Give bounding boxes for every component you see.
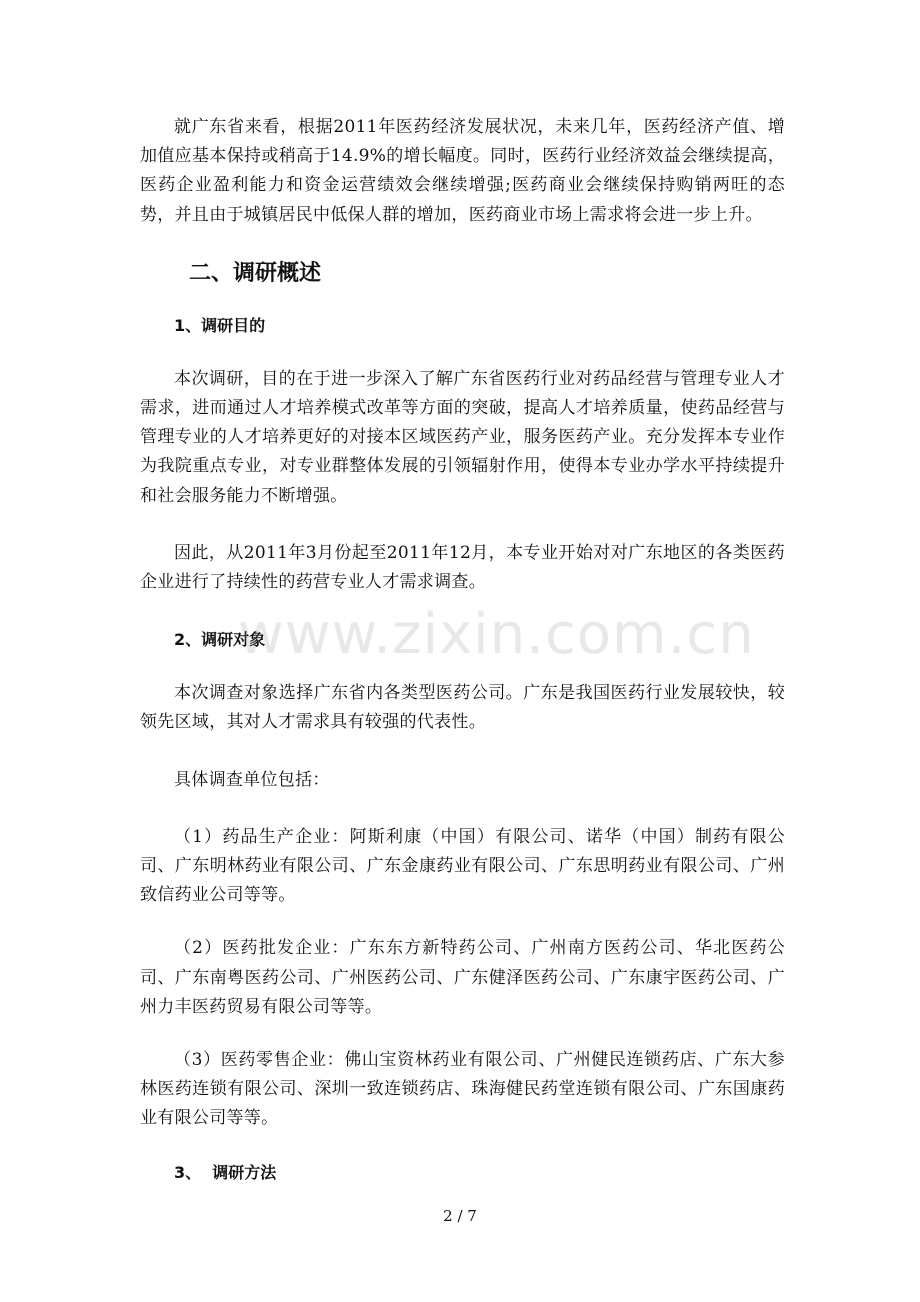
paragraph-purpose: 本次调研，目的在于进一步深入了解广东省医药行业对药品经营与管理专业人才需求，进而通过人才培养模式改革等方面的突破，提高人才培养质量，使药品经营与管理专业的人才培养更好的对接本区域医药产业，服务医药产业。充分发挥本专业作为我院重点专业，对专业群整体发展的引领辐射作用，使得本专业办学水平持续提升和社会服务能力不断增强。 — [140, 368, 785, 506]
spacer — [140, 795, 785, 823]
subsection-title-method: 3、 调研方法 — [174, 1162, 277, 1182]
subsection-title-objects: 2、调研对象 — [174, 630, 266, 650]
spacer — [140, 910, 785, 934]
spacer — [140, 340, 785, 365]
paragraph-intro: 就广东省来看，根据2011年医药经济发展状况，未来几年，医药经济产值、增加值应基本保持或稍高于14.9%的增长幅度。同时，医药行业经济效益会继续提高，医药企业盈利能力和资金运营绩效会继续增强;医药商业会继续保持购销两旺的态势，并且由于城镇居民中低保人群的增加，医药商业市场上需求将会进一步上升。 — [140, 117, 785, 225]
spacer — [140, 1022, 785, 1046]
spacer — [140, 230, 785, 259]
paragraph-units-intro: 具体调查单位包括： — [174, 769, 330, 790]
spacer — [140, 289, 785, 311]
page-number: 2 / 7 — [443, 1207, 477, 1225]
list-item-retail: （3）医药零售企业：佛山宝资林药业有限公司、广州健民连锁药店、广东大参林医药连锁有限公司、深圳一致连锁药店、珠海健民药堂连锁有限公司、广东国康药业有限公司等等。 — [140, 1050, 785, 1129]
list-item-wholesale: （2）医药批发企业：广东东方新特药公司、广州南方医药公司、华北医药公司、广东南粤医药公司、广州医药公司、广东健泽医药公司、广东康宇医药公司、广州力丰医药贸易有限公司等等。 — [140, 938, 785, 1017]
spacer — [140, 654, 785, 679]
subsection-title-purpose: 1、调研目的 — [174, 315, 266, 335]
page-content — [140, 113, 785, 1187]
list-item-production: （1）药品生产企业：阿斯利康（中国）有限公司、诺华（中国）制药有限公司、广东明林药业有限公司、广东金康药业有限公司、广东思明药业有限公司、广州致信药业公司等等。 — [140, 826, 785, 906]
spacer — [140, 1134, 785, 1158]
paragraph-timeline: 因此，从2011年3月份起至2011年12月，本专业开始对对广东地区的各类医药企业进行了持续性的药营专业人才需求调查。 — [140, 542, 785, 593]
spacer — [140, 738, 785, 766]
spacer — [140, 511, 785, 539]
spacer — [140, 597, 785, 625]
paragraph-objects: 本次调查对象选择广东省内各类型医药公司。广东是我国医药行业发展较快，较领先区域，其对人才需求具有较强的代表性。 — [140, 683, 785, 733]
watermark: www.zixin.com.cn — [238, 602, 755, 667]
section-title: 二、调研概述 — [189, 260, 322, 286]
